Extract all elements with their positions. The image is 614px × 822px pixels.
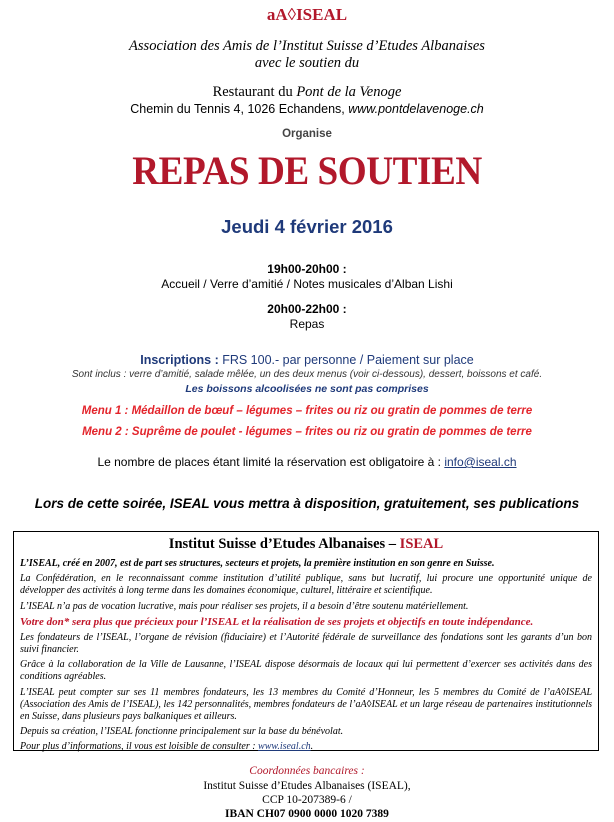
publications-note: Lors de cette soirée, ISEAL vous mettra à disposition, gratuitement, ses publications	[34, 496, 580, 511]
schedule-desc-1: Accueil / Verre d’amitié / Notes musicales d’Alban Lishi	[161, 277, 453, 291]
menu-2: Menu 2 : Suprême de poulet - légumes – frites ou riz ou gratin de pommes de terre	[82, 426, 532, 438]
restaurant-prefix: Restaurant du	[212, 84, 297, 100]
bank-heading: Coordonnées bancaires :	[249, 765, 365, 777]
info-paragraph-5: Les fondateurs de l’ISEAL, l’organe de révision (fiduciaire) et l’Autorité fédérale de surveillance des fondations sont les garants d’un bon suivi financier.	[20, 631, 592, 656]
schedule-time-2: 20h00-22h00 :	[267, 302, 347, 316]
info-box-title	[20, 536, 592, 552]
info-paragraph-7: L’ISEAL peut compter sur ses 11 membres fondateurs, les 13 membres du Comité d’Honneur, les 5 membres du Comité de l’aA◊ISEAL (Association des Amis de l’ISEAL), les 142 personnalités, membres fondateurs de l’aA◊ISEAL et un large réseau de partenaires institutionnels en Suisse, dans plusieurs pays balkaniques et ailleurs.	[20, 686, 592, 723]
reservation-email-link[interactable]: info@iseal.ch	[444, 455, 517, 469]
bank-ccp: CCP 10-207389-6 /	[262, 794, 352, 806]
info-more-end: .	[310, 741, 314, 753]
restaurant-name: Pont de la Venoge	[296, 84, 402, 100]
reservation-line	[0, 455, 614, 469]
inscriptions-line	[0, 353, 614, 367]
restaurant-line	[0, 84, 614, 101]
address-text: Chemin du Tennis 4, 1026 Echandens,	[130, 102, 349, 116]
info-paragraph-1: L’ISEAL, créé en 2007, est de part ses structures, secteurs et projets, la première institution en son genre en Suisse.	[20, 558, 495, 569]
bank-account-name: Institut Suisse d’Etudes Albanaises (ISEAL),	[203, 780, 411, 792]
event-title: REPAS DE SOUTIEN	[132, 148, 482, 193]
bank-iban: IBAN CH07 0900 0000 1020 7389	[225, 808, 389, 820]
included-items: Sont inclus : verre d’amitié, salade mêlée, un des deux menus (voir ci-dessous), dessert, boissons et café.	[71, 369, 543, 380]
inscriptions-label: Inscriptions :	[140, 353, 219, 367]
info-more-text: Pour plus d’informations, il vous est loisible de consulter :	[20, 741, 259, 753]
event-date: Jeudi 4 février 2016	[221, 216, 393, 237]
info-paragraph-3: L’ISEAL n’a pas de vocation lucrative, mais pour réaliser ses projets, il a besoin d’être soutenu matériellement.	[20, 600, 469, 612]
menu-1: Menu 1 : Médaillon de bœuf – légumes – frites ou riz ou gratin de pommes de terre	[81, 405, 533, 417]
info-paragraph-2: La Confédération, en le reconnaissant comme institution d’utilité publique, sans but lucratif, lui procure une opportunité unique de développer des activités à long terme dans les domaines économique, culturel, littéraire et scientifique.	[20, 573, 592, 597]
organise-label: Organise	[282, 128, 332, 140]
association-name: Association des Amis de l’Institut Suisse d’Etudes Albanaises	[129, 38, 485, 54]
restaurant-website[interactable]: www.pontdelavenoge.ch	[348, 102, 484, 116]
alcohol-note: Les boissons alcoolisées ne sont pas comprises	[185, 383, 429, 395]
info-title-iseal: ISEAL	[399, 536, 444, 552]
restaurant-address	[0, 102, 614, 116]
reservation-text: Le nombre de places étant limité la réservation est obligatoire à :	[97, 455, 445, 469]
info-title-text: Institut Suisse d’Etudes Albanaises –	[168, 536, 400, 552]
association-logo: aA◊ISEAL	[266, 5, 348, 24]
info-paragraph-9	[20, 741, 592, 753]
iseal-info-box	[13, 531, 599, 751]
info-paragraph-8: Depuis sa création, l’ISEAL fonctionne principalement sur la base du bénévolat.	[20, 726, 344, 738]
schedule-time-1: 19h00-20h00 :	[267, 262, 347, 276]
association-subtitle	[0, 38, 614, 72]
info-paragraph-6: Grâce à la collaboration de la Ville de Lausanne, l’ISEAL dispose désormais de locaux qui lui permettent d’exercer ses activités dans des conditions agréables.	[20, 659, 592, 683]
schedule-desc-2: Repas	[289, 317, 325, 331]
inscriptions-price: FRS 100.- par personne / Paiement sur place	[218, 353, 474, 367]
donation-appeal: Votre don* sera plus que précieux pour l’ISEAL et la réalisation de ses projets et objectifs en toute indépendance.	[20, 615, 534, 628]
support-line: avec le soutien du	[254, 55, 360, 71]
iseal-website-link[interactable]: www.iseal.ch	[258, 741, 311, 753]
